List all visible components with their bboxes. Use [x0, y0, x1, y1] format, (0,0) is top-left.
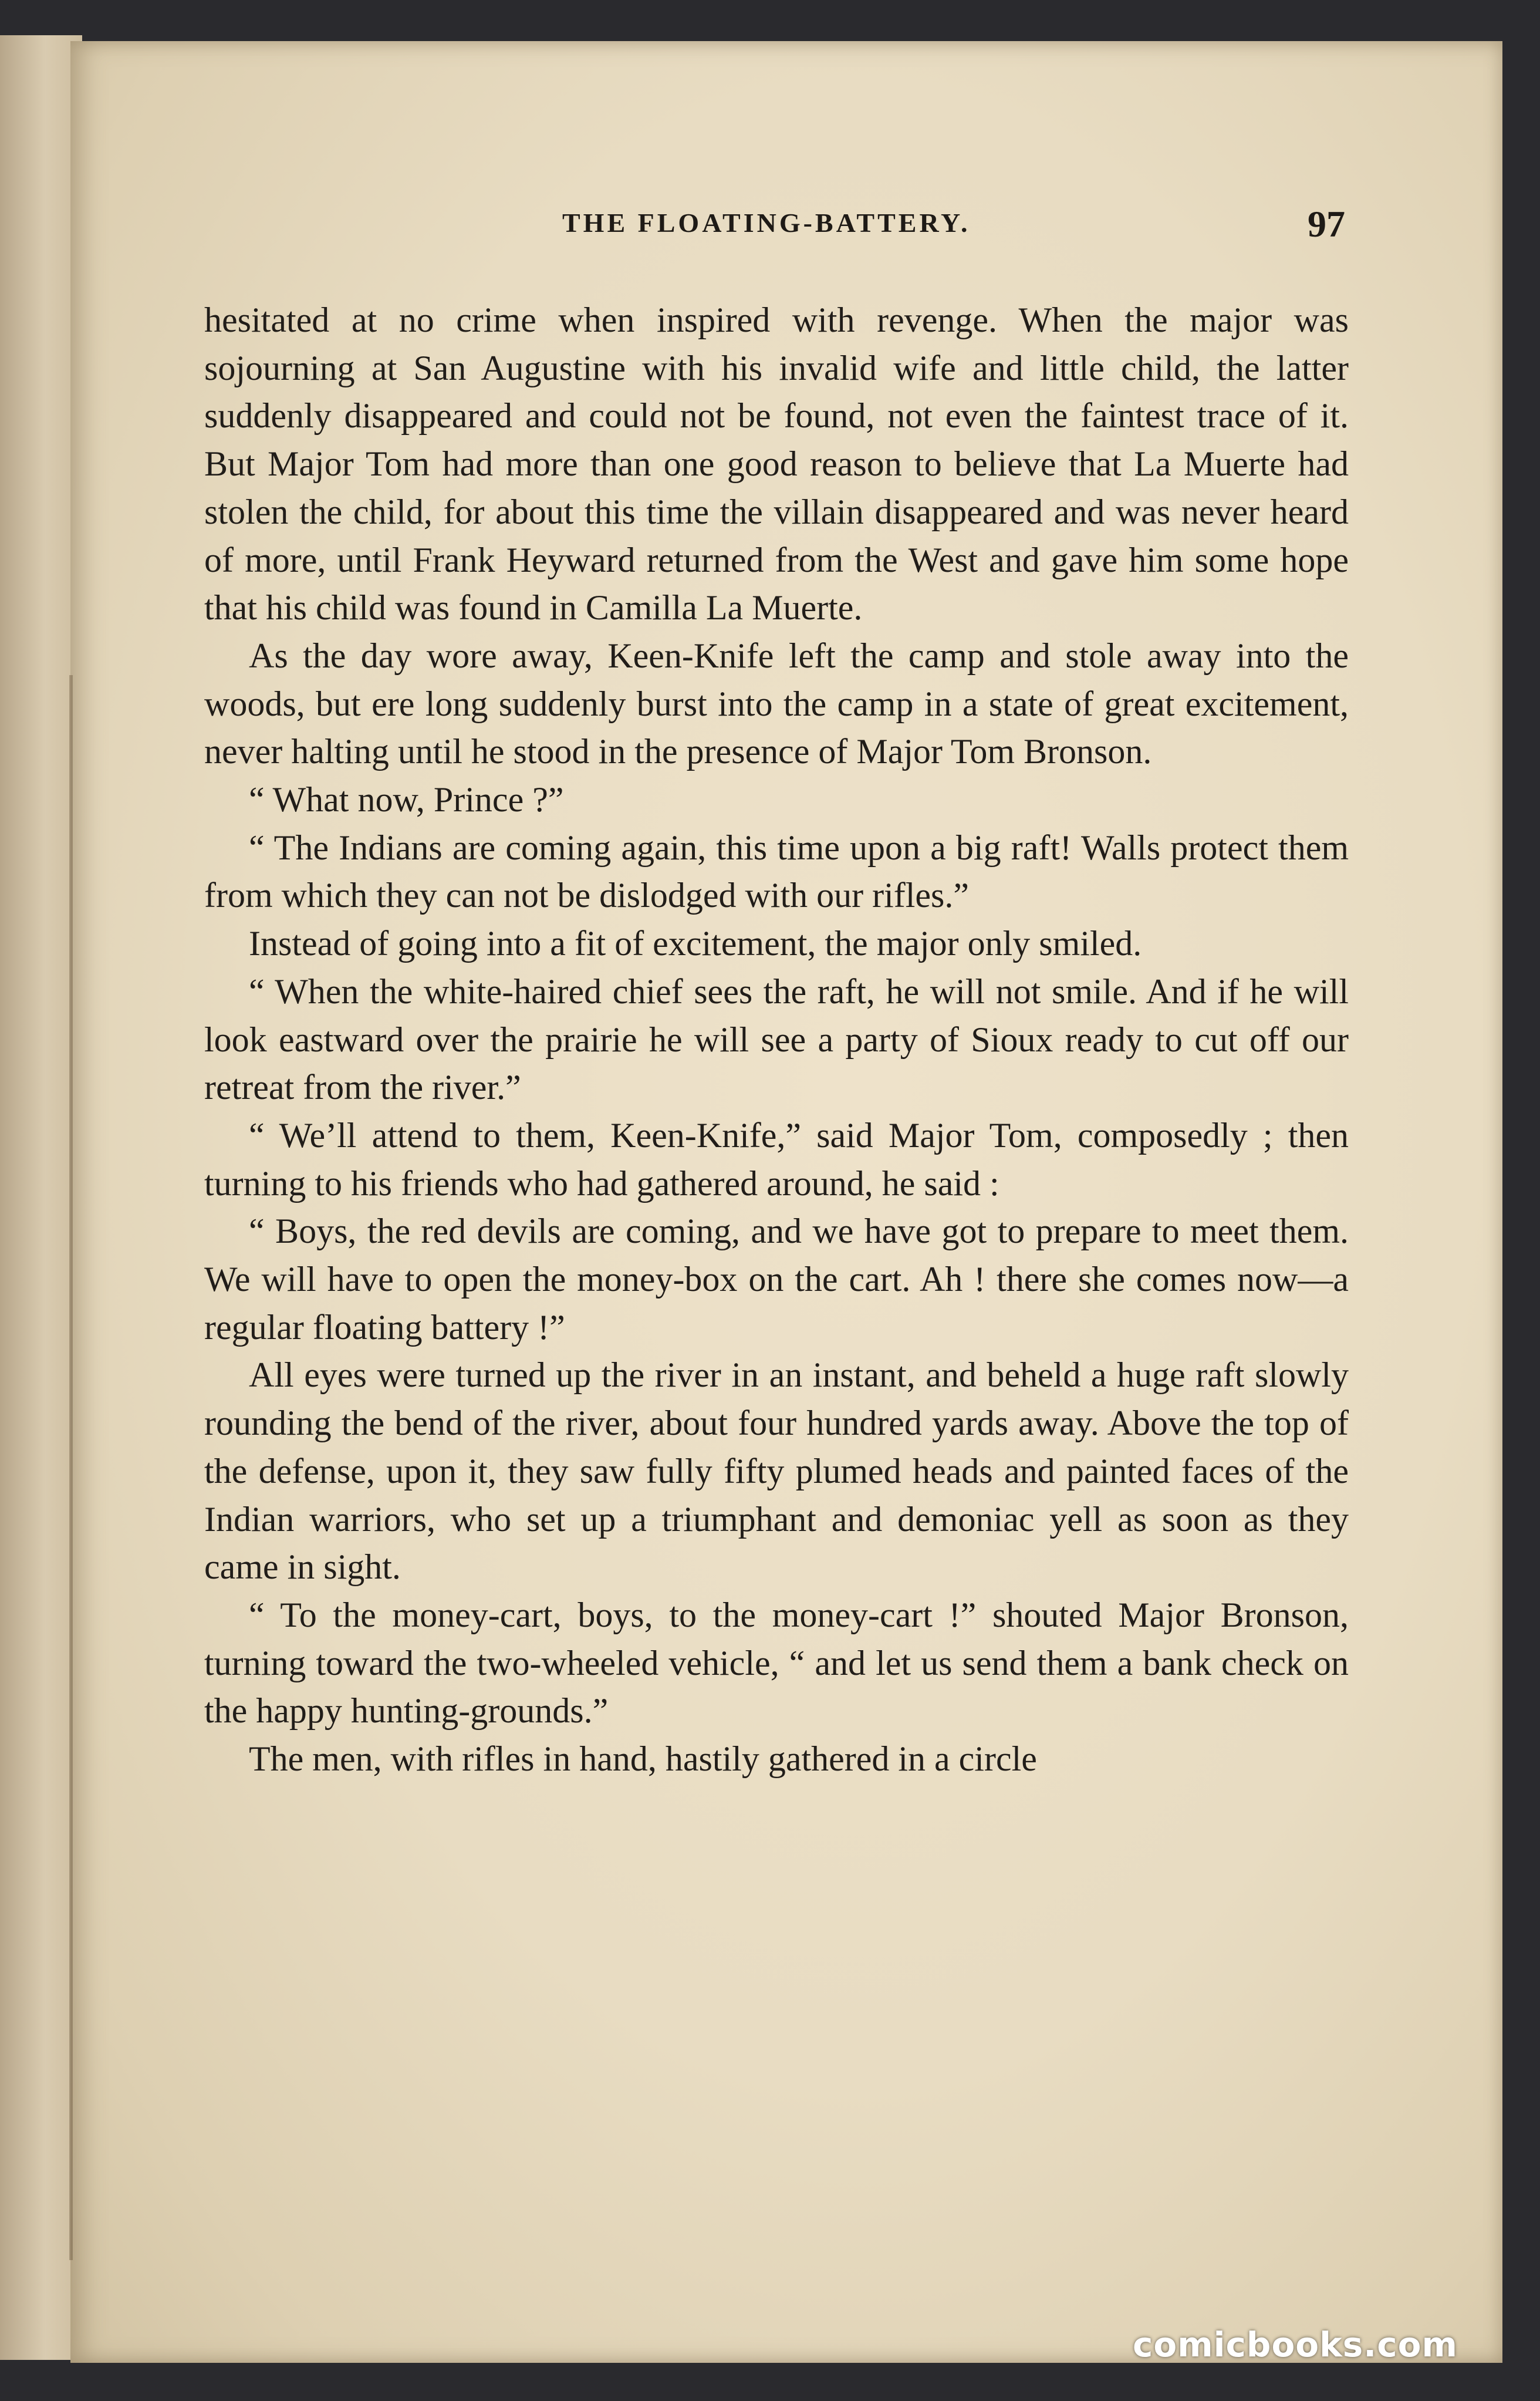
paragraph-4: “ The Indians are coming again, this time upon a big raft! Walls protect them from which they can not be dislodged with our rifles.” — [204, 828, 1349, 915]
body-text — [204, 296, 1349, 1783]
running-title: THE FLOATING-BATTERY. — [562, 208, 971, 238]
paragraph-6: “ When the white-haired chief sees the raft, he will not smile. And if he will look eastward over the prairie he will see a party of Sioux ready to cut off our retreat from the river.” — [204, 972, 1349, 1107]
running-head — [0, 203, 1540, 249]
paragraph-10: “ To the money-cart, boys, to the money-cart !” shouted Major Bronson, turning toward the two-wheeled vehicle, “ and let us send them a bank check on the happy hunting-grounds.” — [204, 1595, 1349, 1731]
paragraph-7: “ We’ll attend to them, Keen-Knife,” said Major Tom, composedly ; then turning to his friends who had gathered around, he said : — [204, 1115, 1349, 1203]
paragraph-5: Instead of going into a fit of excitement, the major only smiled. — [249, 924, 1142, 963]
site-watermark: comicbooks.com — [1133, 2325, 1458, 2365]
page-number: 97 — [1308, 203, 1345, 245]
paragraph-2: As the day wore away, Keen-Knife left the camp and stole away into the woods, but ere long suddenly burst into the camp in a state of great excitement, never halting until he stood in the presence of Major Tom Bronson. — [204, 636, 1349, 771]
paragraph-1: hesitated at no crime when inspired with revenge. When the major was sojourning at San Augustine with his invalid wife and little child, the latter suddenly disappeared and could not be found, not even the faintest trace of it. But Major Tom had more than one good reason to believe that La Muerte had stolen the child, for about this time the villain disappeared and was never heard of more, until Frank Heyward returned from the West and gave him some hope that his child was found in Camilla La Muerte. — [204, 301, 1349, 628]
paragraph-11: The men, with rifles in hand, hastily gathered in a circle — [249, 1739, 1037, 1779]
paragraph-3: “ What now, Prince ?” — [249, 780, 564, 820]
paragraph-8: “ Boys, the red devils are coming, and we have got to prepare to meet them. We will have to open the money-box on the cart. Ah ! there she comes now—a regular floating battery !” — [204, 1212, 1349, 1347]
paragraph-9: All eyes were turned up the river in an instant, and beheld a huge raft slowly rounding the bend of the river, about four hundred yards away. Above the top of the defense, upon it, they saw fully fifty plumed heads and painted faces of the Indian warriors, who set up a triumphant and demoniac yell as soon as they came in sight. — [204, 1355, 1349, 1587]
page-gutter-shadow — [69, 675, 73, 2260]
